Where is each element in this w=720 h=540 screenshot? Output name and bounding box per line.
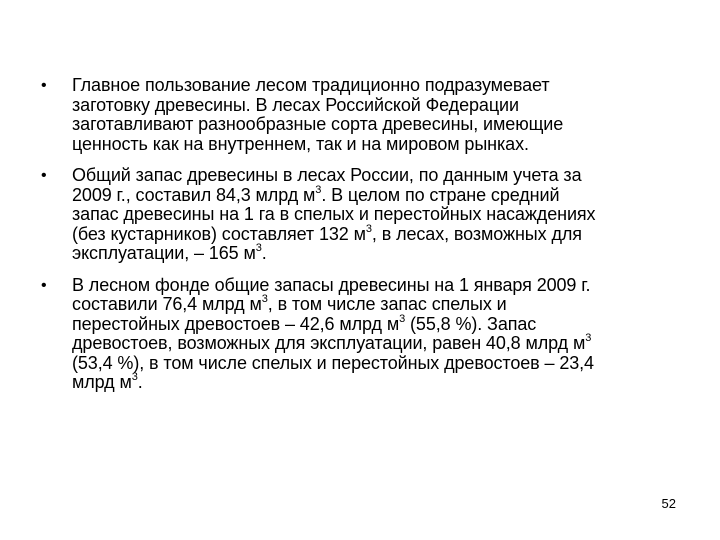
text-segment: эксплуатации, – 165 м <box>72 243 256 263</box>
superscript: 3 <box>315 183 322 196</box>
text-line: Общий запас древесины в лесах России, по данным учета за <box>72 165 582 185</box>
text-line <box>72 373 678 393</box>
text-segment: млрд м <box>72 372 132 392</box>
text-segment: . <box>137 372 143 392</box>
superscript: 3 <box>255 242 262 254</box>
bullet-marker: • <box>41 77 47 94</box>
text-segment: (55,8 %). Запас <box>405 313 537 334</box>
text-segment: . В целом по стране средний <box>321 184 560 205</box>
bullet-paragraph-3 <box>38 276 678 393</box>
text-line <box>72 222 678 245</box>
text-segment: составили 76,4 млрд м <box>72 294 262 314</box>
text-line: запас древесины на 1 га в спелых и перестойных насаждениях <box>72 204 596 224</box>
text-segment: перестойных древостоев – 42,6 млрд м <box>72 313 400 334</box>
bullet-marker: • <box>41 167 47 184</box>
text-segment: . <box>261 243 267 263</box>
superscript: 3 <box>585 332 592 344</box>
superscript: 3 <box>399 312 406 325</box>
text-line <box>72 334 678 354</box>
bullet-paragraph-2 <box>38 166 678 264</box>
bullet-list <box>38 76 678 405</box>
superscript: 3 <box>131 371 138 383</box>
text-line: Главное пользование лесом традиционно подразумевает <box>72 75 550 95</box>
bullet-paragraph-1 <box>38 76 678 154</box>
superscript: 3 <box>261 293 268 305</box>
text-line: ценность как на внутреннем, так и на мировом рынках. <box>72 133 529 154</box>
text-line <box>72 244 678 264</box>
text-line <box>72 295 678 315</box>
text-line <box>72 183 678 206</box>
text-segment: , в лесах, возможных для <box>371 223 582 244</box>
superscript: 3 <box>365 222 372 235</box>
text-line: В лесном фонде общие запасы древесины на 1 января 2009 г. <box>72 274 591 295</box>
text-line: заготовку древесины. В лесах Российской Федерации <box>72 94 519 115</box>
text-line: заготавливают разнообразные сорта древесины, имеющие <box>72 114 564 134</box>
text-segment: (без кустарников) составляет 132 м <box>72 223 366 244</box>
bullet-marker: • <box>41 276 47 294</box>
text-line: (53,4 %), в том числе спелых и перестойных древостоев – 23,4 <box>72 352 594 373</box>
text-segment: древостоев, возможных для эксплуатации, равен 40,8 млрд м <box>72 333 586 353</box>
page-number: 52 <box>661 496 676 511</box>
text-segment: 2009 г., составил 84,3 млрд м <box>72 184 316 205</box>
text-segment: , в том числе запас спелых и <box>267 294 507 314</box>
